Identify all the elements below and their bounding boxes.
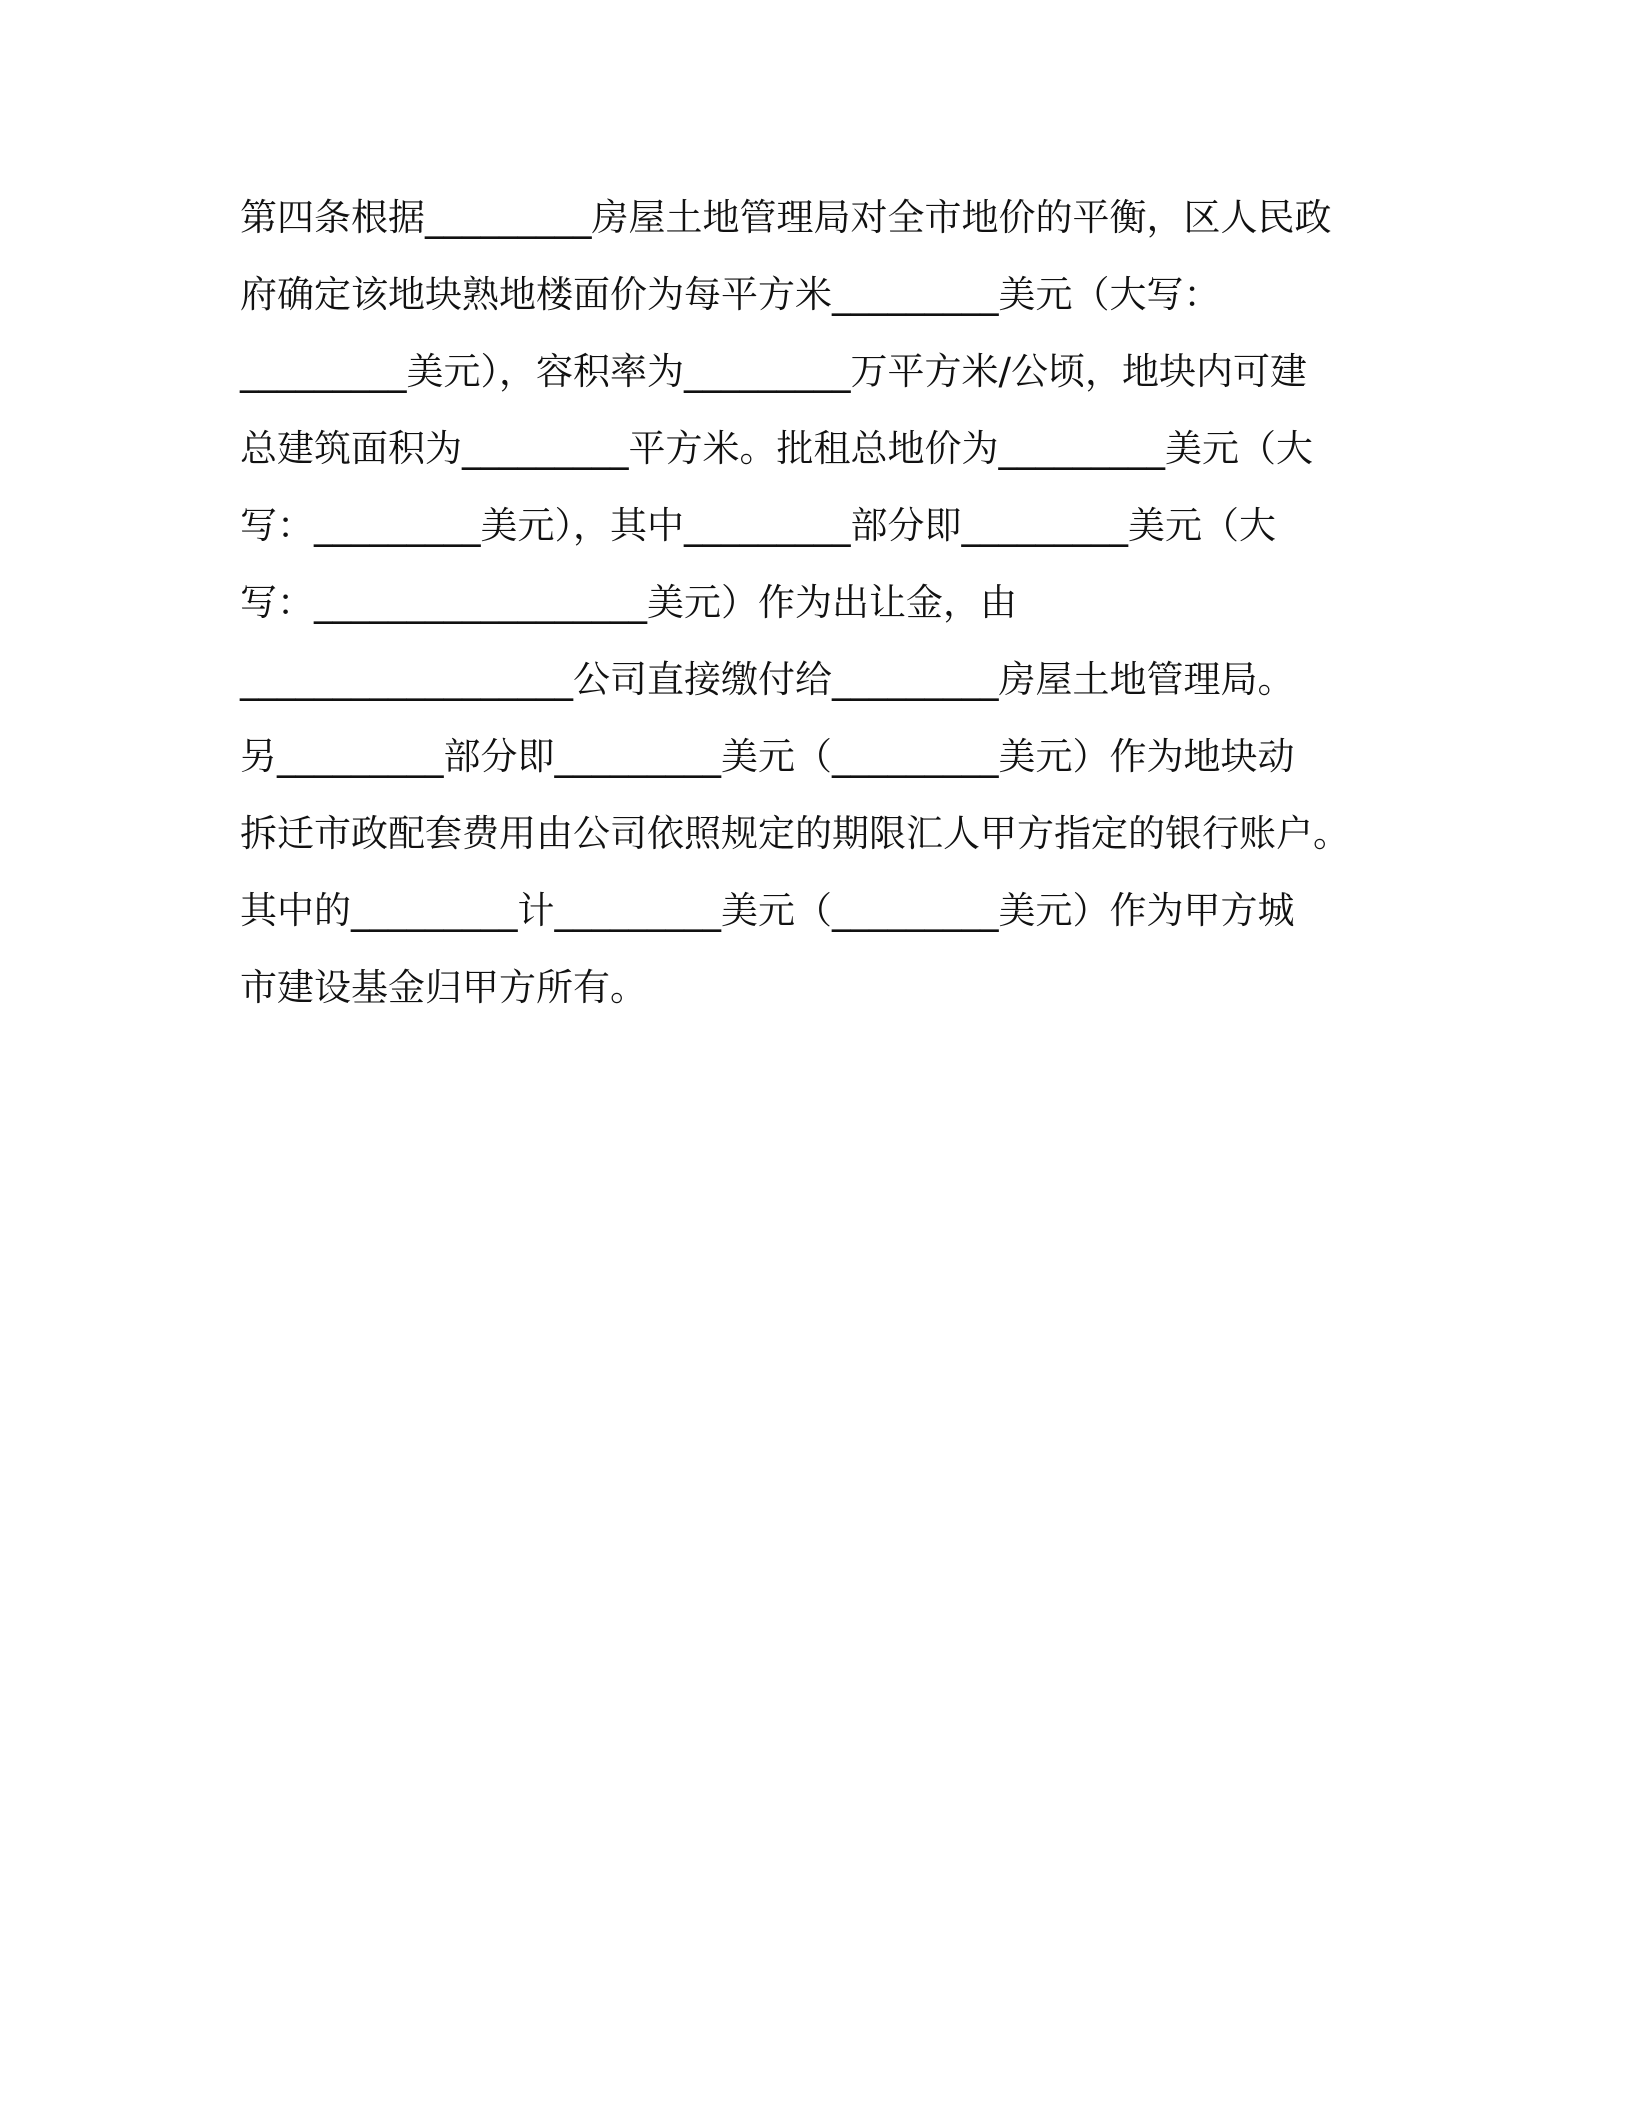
paragraph-line: 写：__________________美元）作为出让金，由 (240, 581, 1017, 624)
paragraph-line: 拆迁市政配套费用由公司依照规定的期限汇人甲方指定的银行账户。 (240, 812, 1350, 855)
article-4-paragraph (240, 186, 1400, 1033)
paragraph-line: 写：_________美元），其中_________部分即_________美元（大 (240, 504, 1276, 547)
paragraph-line: 府确定该地块熟地楼面价为每平方米_________美元（大写： (240, 273, 1221, 316)
paragraph-line: 第四条根据_________房屋土地管理局对全市地价的平衡，区人民政 (240, 196, 1332, 239)
paragraph-line: _________美元），容积率为_________万平方米/公顷，地块内可建 (240, 350, 1307, 393)
paragraph-line: 市建设基金归甲方所有。 (240, 966, 647, 1009)
paragraph-line: __________________公司直接缴付给_________房屋土地管理局。 (240, 658, 1295, 701)
paragraph-line: 其中的_________计_________美元（_________美元）作为甲方城 (240, 889, 1295, 932)
paragraph-line: 总建筑面积为_________平方米。批租总地价为_________美元（大 (240, 427, 1313, 470)
paragraph-line: 另_________部分即_________美元（_________美元）作为地块动 (240, 735, 1295, 778)
